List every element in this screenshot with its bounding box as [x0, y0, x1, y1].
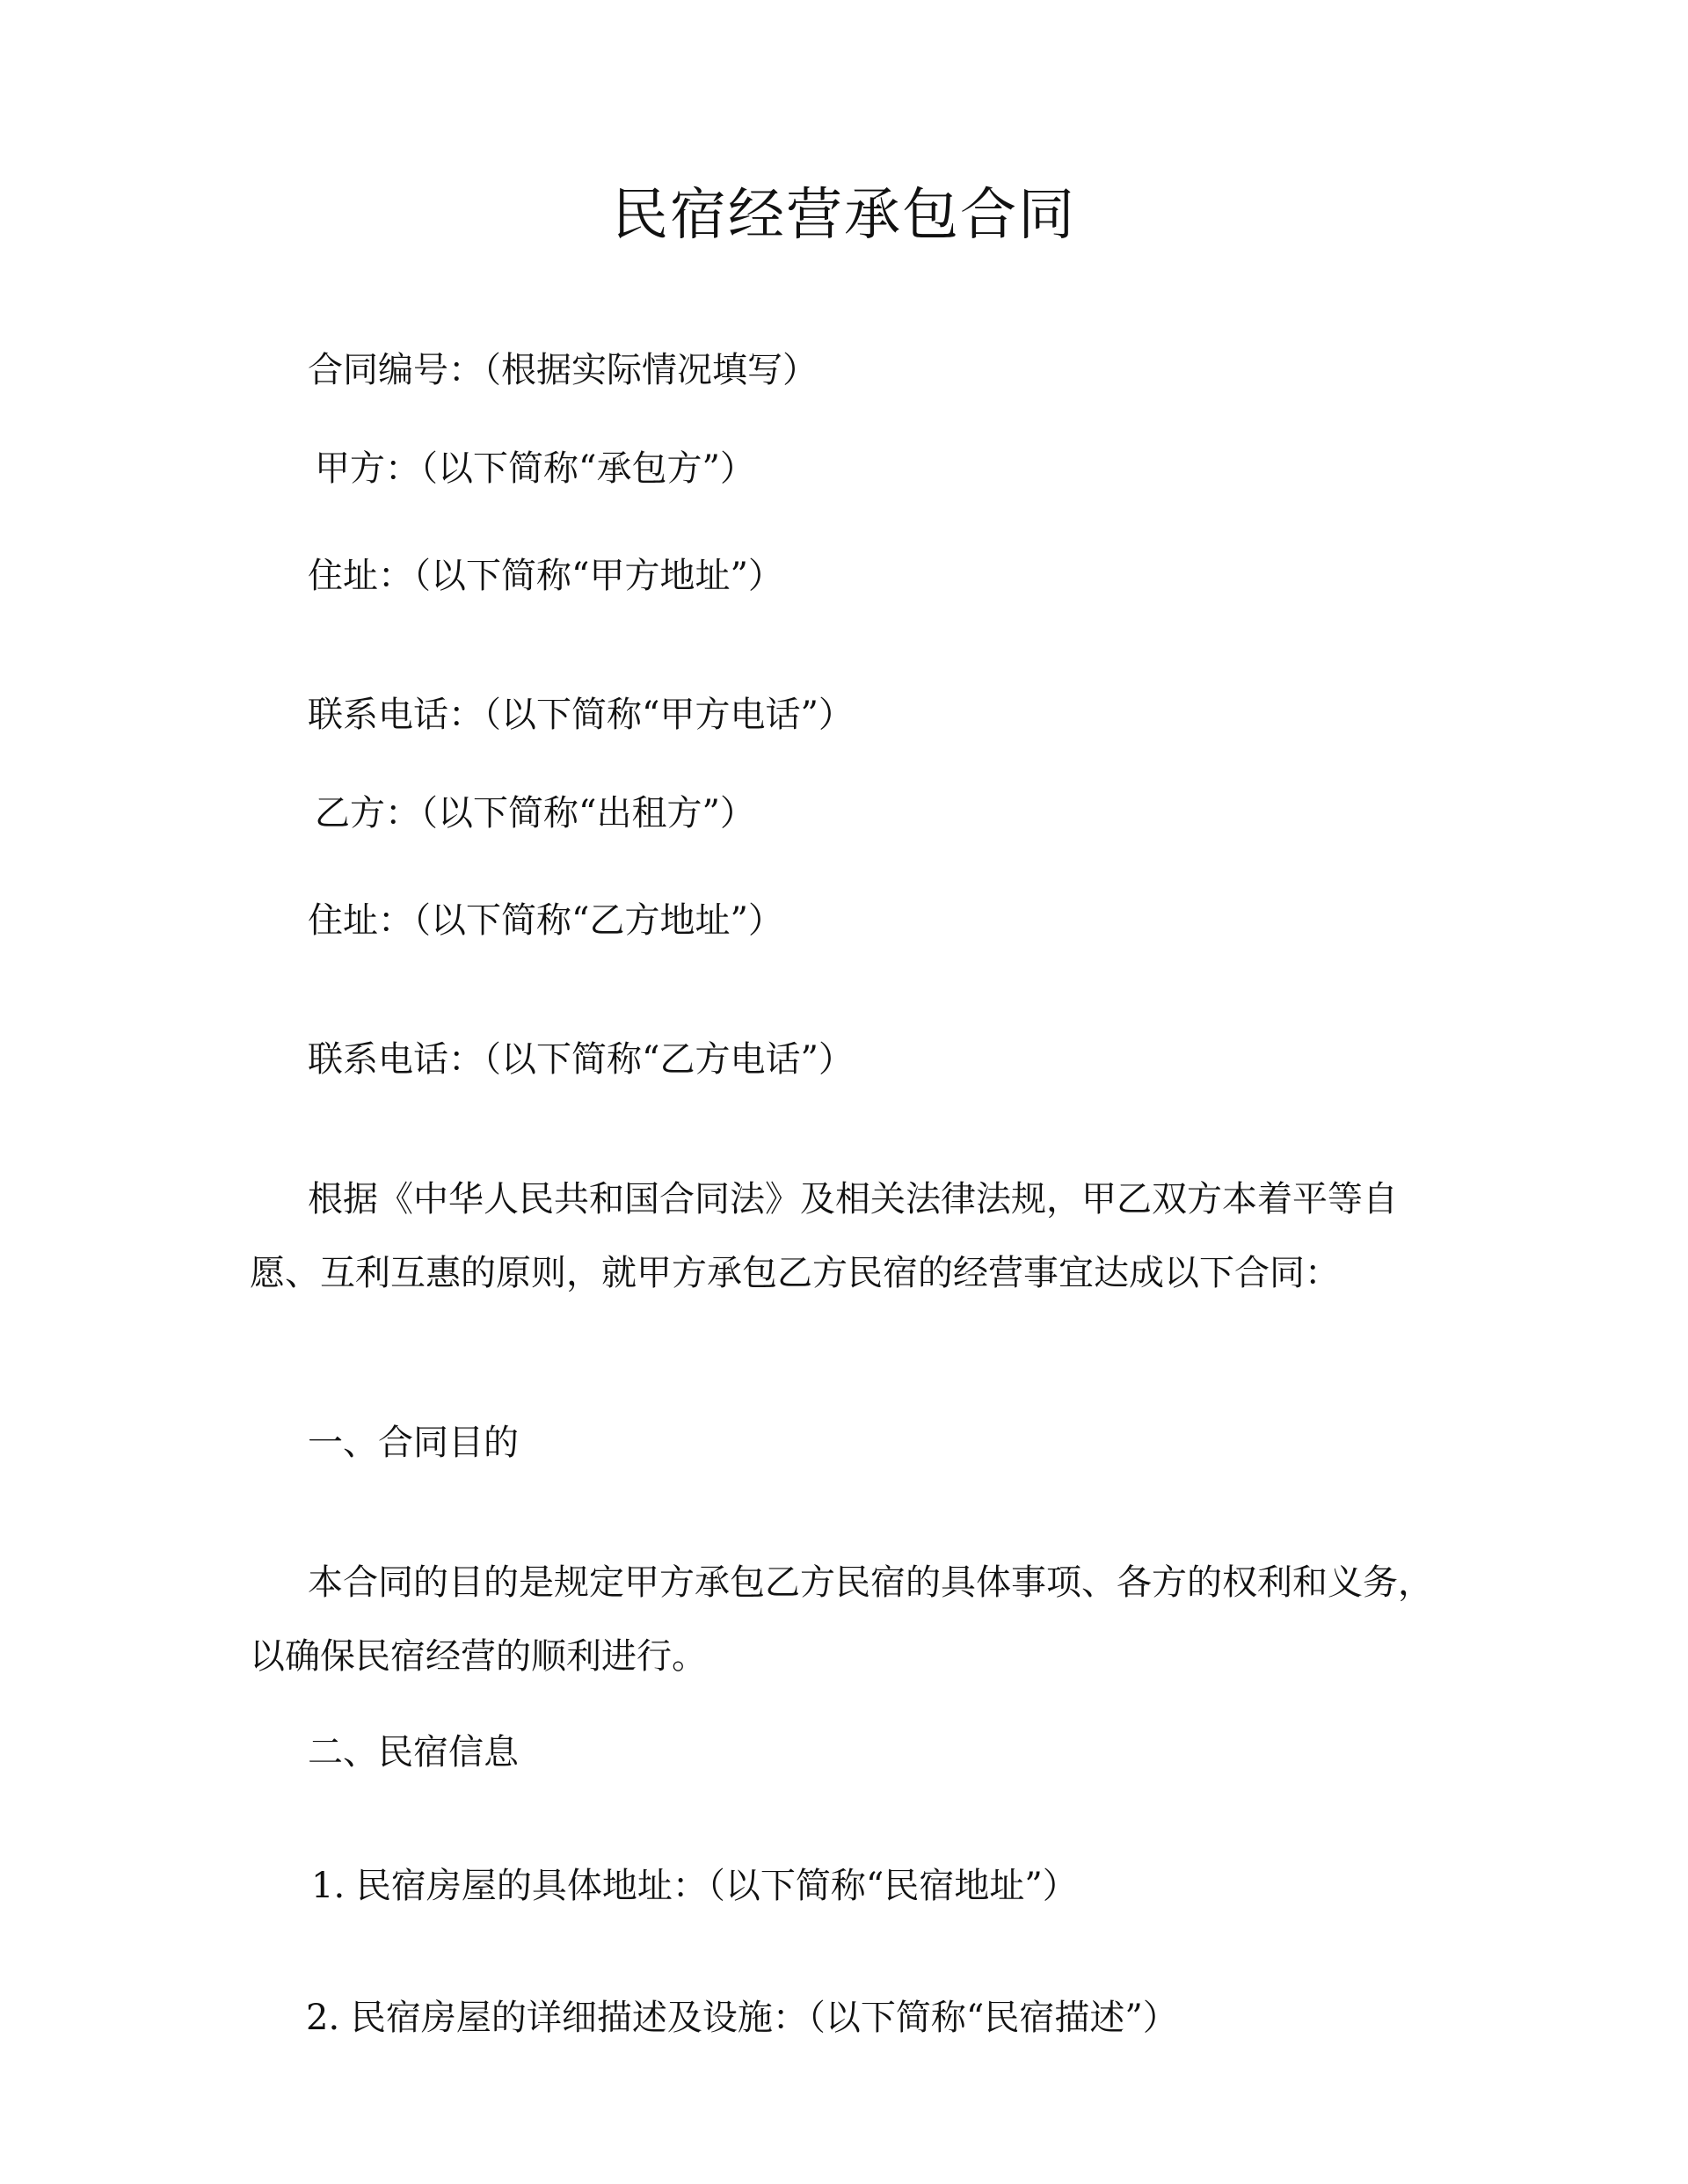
section-1-heading: 一、合同目的 — [308, 1423, 519, 1463]
section-2-item-1: 1. 民宿房屋的具体地址：（以下简称“民宿地址”） — [311, 1866, 1078, 1906]
party-a-phone-field: 联系电话：（以下简称“甲方电话”） — [308, 695, 854, 735]
party-b-address-field: 住址：（以下简称“乙方地址”） — [308, 900, 783, 941]
party-a-field: 甲方：（以下简称“承包方”） — [315, 448, 755, 489]
party-b-field: 乙方：（以下简称“出租方”） — [315, 793, 755, 834]
party-b-phone-field: 联系电话：（以下简称“乙方电话”） — [308, 1039, 854, 1080]
document-title: 民宿经营承包合同 — [612, 183, 1076, 248]
section-2-item-2: 2. 民宿房屋的详细描述及设施：（以下简称“民宿描述”） — [306, 1998, 1178, 2038]
party-a-address-field: 住址：（以下简称“甲方地址”） — [308, 556, 783, 596]
section-2-heading: 二、民宿信息 — [308, 1732, 519, 1773]
preamble-paragraph: 根据《中华人民共和国合同法》及相关法律法规，甲乙双方本着平等自愿、互利互惠的原则，就甲方承包乙方民宿的经营事宜达成以下合同： — [250, 1179, 1398, 1293]
contract-number-field: 合同编号：（根据实际情况填写） — [308, 350, 818, 390]
section-1-paragraph: 本合同的目的是规定甲方承包乙方民宿的具体事项、各方的权利和义务，以确保民宿经营的顺利进行。 — [250, 1562, 1433, 1677]
